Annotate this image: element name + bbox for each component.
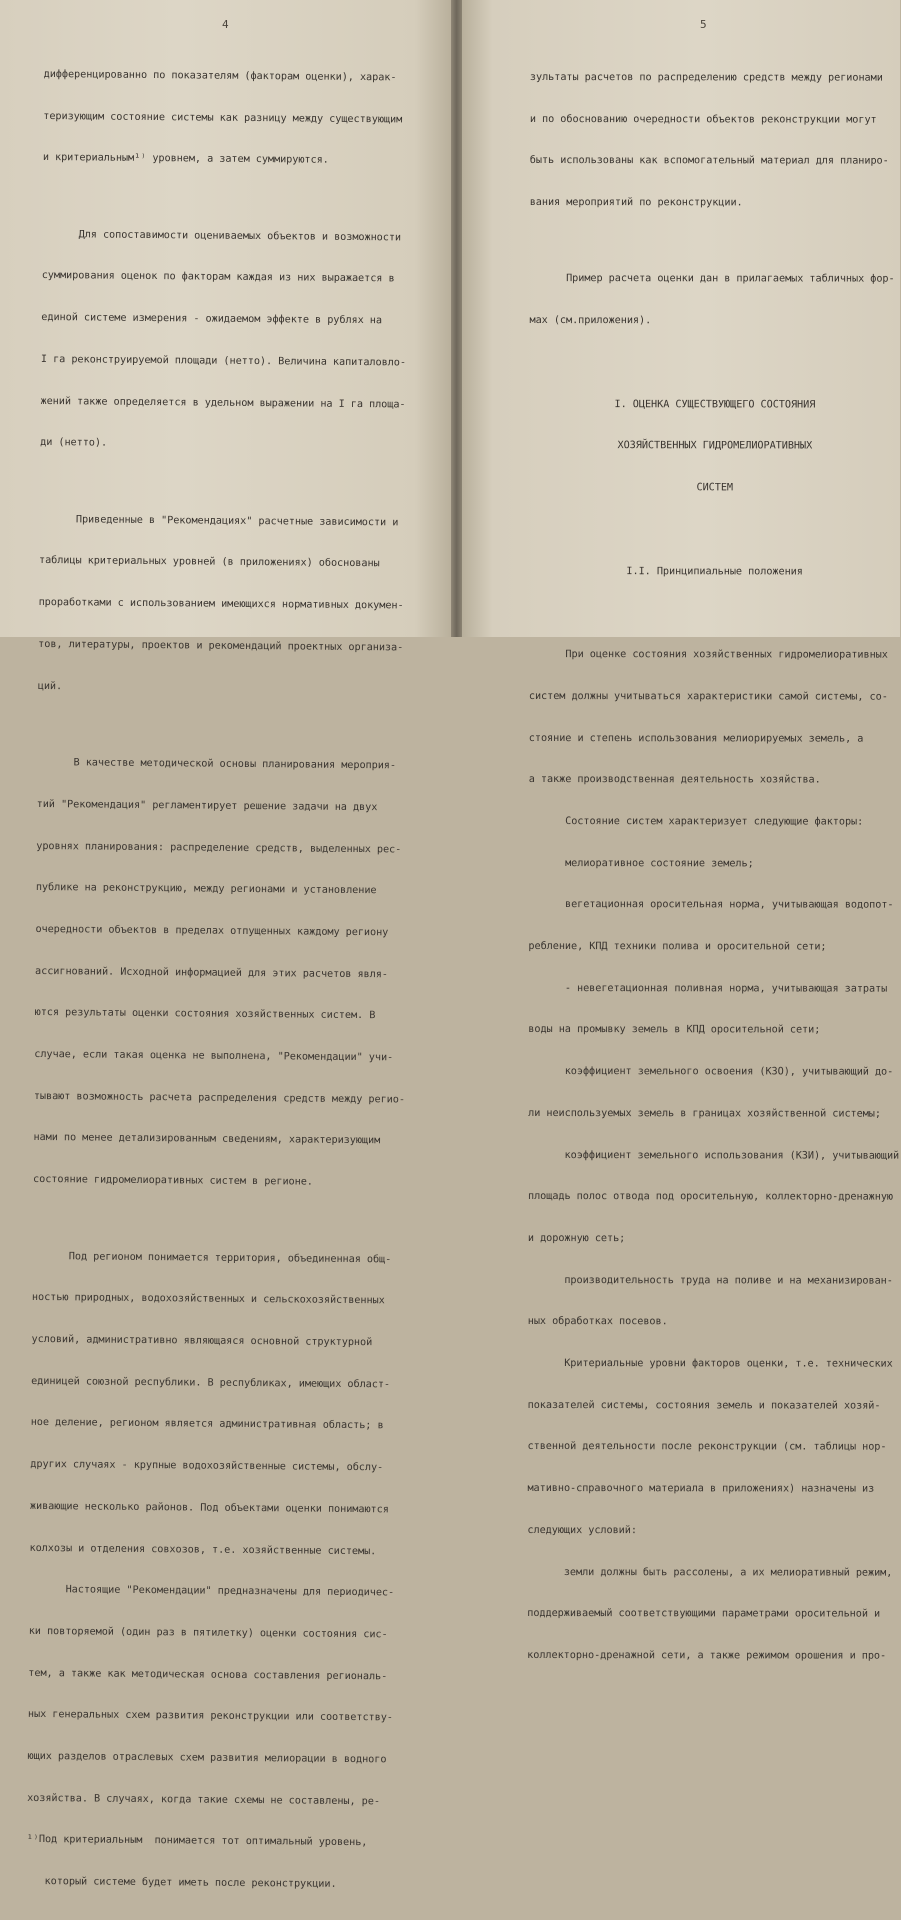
text-line: При оценке состояния хозяйственных гидромелиоративных [528,649,888,661]
text-line: коэффициент земельного освоения (КЗО), учитывающий до- [528,1066,894,1078]
text-line: ностью природных, водохозяйственных и сельскохозяйственных [31,1292,385,1307]
text-line: и критериальным¹⁾ уровнем, а затем суммируются. [42,152,329,166]
text-line: воды на промывку земель в КПД оросительной сети; [528,1024,821,1036]
paragraph-gap [529,523,900,538]
right-page [462,0,900,1662]
text-line: ди (нетто). [40,437,108,449]
text-line: Под регионом понимается территория, объединенная общ- [32,1250,392,1266]
text-line: вания мероприятий по реконструкции. [529,196,743,209]
text-line: единой системе измерения - ожидаемом эффекте в рублях на [41,312,383,327]
text-line: суммирования оценок по факторам каждая из них выражается в [41,270,395,285]
text-line: и по обоснованию очередности объектов реконструкции могут [529,113,877,126]
text-line: земли должны быть рассолены, а их мелиоративный режим, [527,1566,893,1579]
text-line: вегетационная оросительная норма, учитывающая водопот- [528,899,894,911]
text-line: Критериальные уровни факторов оценки, т.е. технических [527,1358,893,1370]
text-line: зультаты расчетов по распределению средств между регионами [529,71,883,84]
text-line: Для сопоставимости оцениваемых объектов и возможности [42,228,402,244]
section-heading: ХОЗЯЙСТВЕННЫХ ГИДРОМЕЛИОРАТИВНЫХ [617,440,813,452]
left-page [0,0,451,1891]
page-number-left: 4 [222,18,229,31]
text-line: Пример расчета оценки дан в прилагаемых табличных фор- [529,273,895,286]
footnote-line: который системе будет иметь после реконструкции. [26,1876,337,1891]
left-page-text [26,40,415,1920]
text-line: производительность труда на поливе и на механизирован- [527,1274,893,1287]
text-line: ки повторяемой (один раз в пятилетку) оценки состояния сис- [28,1625,388,1641]
paragraph-gap [42,193,413,204]
text-line: живающие несколько районов. Под объектами оценки понимаются [29,1500,389,1516]
subsection-heading: I.I. Принципиальные положения [626,565,803,578]
text-line: мелиоративное состояние земель; [528,857,754,870]
text-line: тем, а также как методическая основа составления региональ- [28,1667,388,1683]
text-line: систем должны учитываться характеристики самой системы, со- [528,690,888,703]
text-line: ются результаты оценки состояния хозяйственных систем. В [34,1007,376,1022]
text-line: ное деление, регионом является административная область; в [30,1417,384,1432]
text-line: условий, административно являющаяся основной структурной [31,1333,373,1349]
text-line: таблицы критериальных уровней (в приложениях) обоснованы [38,555,380,570]
text-line: Приведенные в "Рекомендациях" расчетные зависимости и [39,513,399,529]
text-line: тывают возможность расчета распределения средств между регио- [33,1090,405,1106]
text-line: коллекторно-дренажной сети, а также режимом орошения и про- [527,1649,887,1662]
text-line: нами по менее детализированным сведениям, характеризующим [33,1132,381,1147]
text-line: колхозы и отделения совхозов, т.е. хозяйственные системы. [29,1542,377,1557]
paragraph-gap [40,478,411,489]
paragraph-gap [37,721,408,732]
right-page-text [527,43,901,1691]
text-line: I га реконструируемой площади (нетто). Величина капиталовло- [40,353,406,369]
text-line: ных генеральных схем развития реконструкции или соответству- [27,1709,393,1724]
text-line: ющих разделов отраслевых схем развития мелиорации в водного [27,1750,387,1766]
text-line: коэффициент земельного использования (КЗИ), учитывающий [528,1149,900,1162]
text-line: хозяйства. В случаях, когда такие схемы не составлены, ре- [27,1792,381,1808]
text-line: теризующим состояние системы как разницу между существующим [43,110,403,125]
book-gutter [451,0,462,637]
text-line: тий "Рекомендация" регламентирует решение задачи на двух [36,798,378,814]
text-line: очередности объектов в пределах отпущенных каждому региону [35,923,389,939]
text-line: жений также определяется в удельном выражении на I га площа- [40,395,406,411]
paragraph-gap [530,238,901,246]
text-line: Состояние систем характеризует следующие факторы: [528,815,864,828]
text-line: Настоящие "Рекомендации" предназначены для периодичес- [29,1584,395,1599]
section-heading: I. ОЦЕНКА СУЩЕСТВУЮЩЕГО СОСТОЯНИЯ [614,398,816,411]
text-line: проработками с использованием имеющихся нормативных докумен- [38,597,404,612]
text-line: публике на реконструкцию, между регионами и установление [35,882,377,897]
text-line: состояние гидромелиоративных систем в регионе. [33,1174,313,1188]
text-line: уровнях планирования: распределение средств, выделенных рес- [36,840,402,855]
text-line: других случаях - крупные водохозяйственные системы, обслу- [30,1459,384,1474]
text-line: мативно-справочного материала в приложениях) назначены из [527,1483,875,1495]
text-line: случае, если такая оценка не выполнена, "Рекомендации" учи- [34,1048,394,1064]
footnote-line: ¹⁾Под критериальным понимается тот оптимальный уровень, [26,1834,368,1849]
text-line: - невегетационная поливная норма, учитывающая затраты [528,982,888,995]
text-line: тов, литературы, проектов и рекомендаций проектных организа- [38,638,404,654]
text-line: ственной деятельности после реконструкции (см. таблицы нор- [527,1441,887,1454]
paragraph-gap [33,1215,404,1226]
text-line: площадь полос отвода под оросительную, коллекторно-дренажную [527,1191,894,1203]
paragraph-gap [529,606,900,621]
paragraph-gap [529,356,900,371]
text-line: ли неиспользуемых земель в границах хозяйственной системы; [528,1107,881,1120]
text-line: единицей союзной республики. В республиках, имеющих област- [31,1375,391,1391]
text-line: В качестве методической основы планирования мероприя- [37,757,397,772]
section-heading: СИСТЕМ [696,482,734,494]
text-line: ных обработках посевов. [527,1316,668,1328]
text-line: ассигнований. Исходной информацией для этих расчетов явля- [35,965,388,980]
page-number-right: 5 [700,18,707,31]
text-line: следующих условий: [527,1524,637,1537]
text-line: и дорожную сеть; [527,1232,626,1245]
text-line: быть использованы как вспомогательный материал для планиро- [529,155,889,167]
text-line: стояние и степень использования мелиорируемых земель, а [528,732,864,745]
text-line: дифференцированно по показателям (факторам оценки), харак- [43,68,397,84]
text-line: показателей системы, состояния земель и показателей хозяй- [527,1399,881,1412]
text-line: ребление, КПД техники полива и оросительной сети; [528,941,827,953]
text-line: поддерживаемый соответствующими параметрами оросительной и [527,1608,881,1620]
text-line: мах (см.приложения). [529,315,652,327]
text-line: ций. [37,680,63,692]
text-line: а также производственная деятельность хозяйства. [528,774,821,786]
